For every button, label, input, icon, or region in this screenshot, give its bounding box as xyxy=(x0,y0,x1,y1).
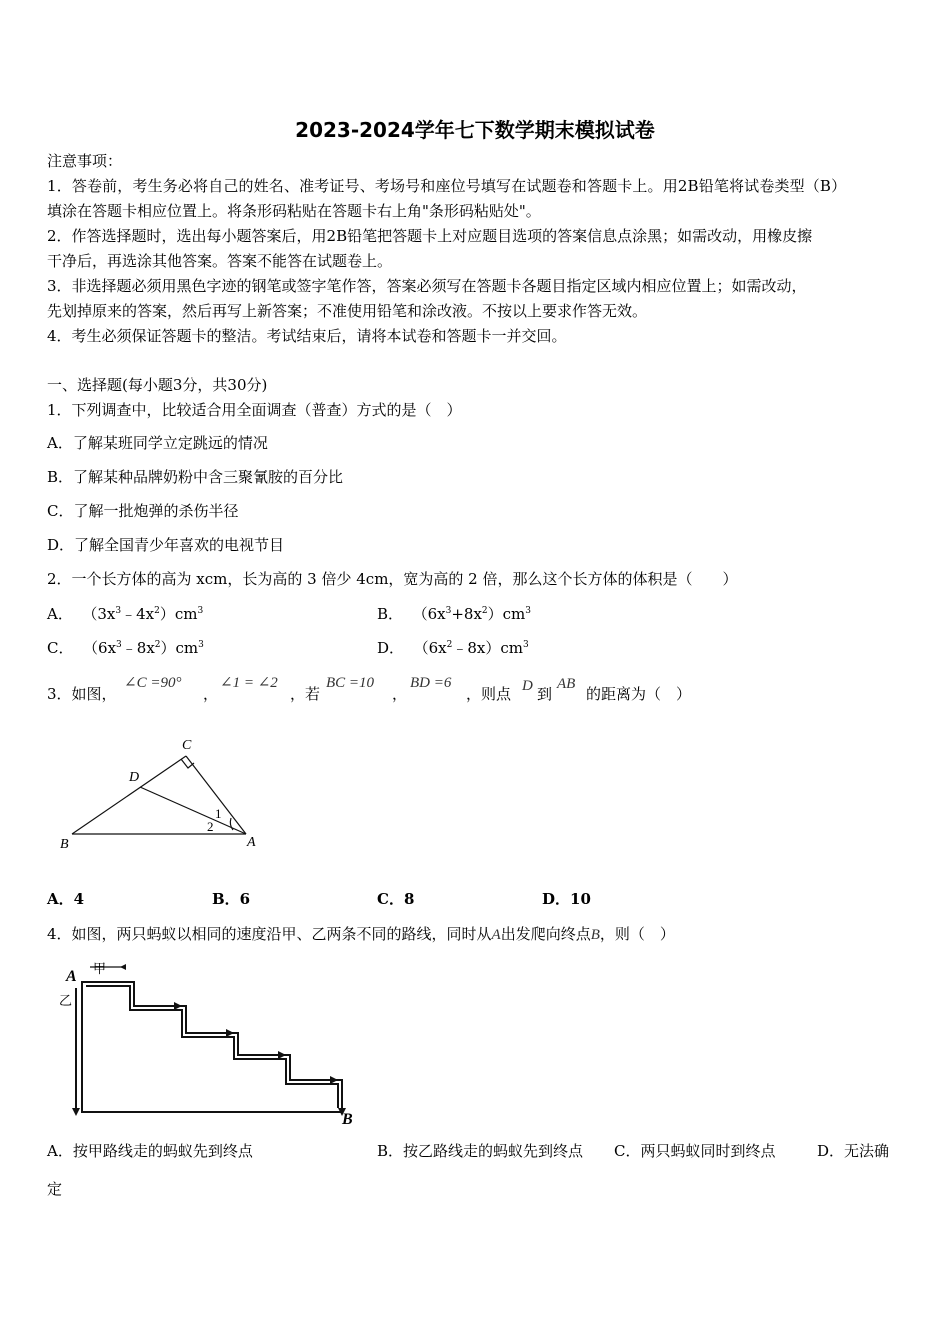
stair-figure xyxy=(56,958,366,1130)
end-point-label: B xyxy=(342,1111,353,1128)
q4-option-d-wrap: 定 xyxy=(47,1180,63,1198)
q4-option-b: B．按乙路线走的蚂蚁先到终点 xyxy=(377,1142,584,1160)
section-heading: 一、选择题(每小题3分，共30分) xyxy=(47,376,268,394)
route-jia-label: 甲 xyxy=(93,961,107,976)
q1-option-c: C．了解一批炮弹的杀伤半径 xyxy=(47,502,239,520)
route-yi-label: 乙 xyxy=(59,993,73,1008)
notice-line: 填涂在答题卡相应位置上。将条形码粘贴在答题卡右上角"条形码粘贴处"。 xyxy=(47,202,541,220)
q3-separator: ， xyxy=(203,685,219,703)
notice-line: 干净后，再选涂其他答案。答案不能答在试题卷上。 xyxy=(47,252,393,270)
q3-bc: BC =10 xyxy=(326,675,375,691)
vertex-d-label: D xyxy=(129,770,140,785)
q3-dao: 到 xyxy=(537,685,553,703)
q4-option-d: D．无法确 xyxy=(817,1142,890,1160)
notice-line: 3．非选择题必须用黑色字迹的钢笔或签字笔作答，答案必须写在答题卡各题目指定区域内相应位置上；如需改动， xyxy=(47,277,807,295)
vertex-c-label: C xyxy=(182,738,192,753)
q1-stem: 1．下列调查中，比较适合用全面调查（普查）方式的是（ ） xyxy=(47,401,462,419)
notice-line: 先划掉原来的答案，然后再写上新答案；不准使用铅笔和涂改液。不按以上要求作答无效。 xyxy=(47,302,648,320)
vertex-a-label: A xyxy=(247,835,256,850)
q4-option-c: C．两只蚂蚁同时到终点 xyxy=(614,1142,776,1160)
q3-line-ab: AB xyxy=(557,676,576,692)
q3-angle-equal: ∠1 = ∠2 xyxy=(220,675,278,691)
q2-option-a: A． $(3x^3﹣4x^2)cm^3$ xyxy=(47,605,204,623)
q2-stem: 2．一个长方体的高为 xcm，长为高的 3 倍少 4cm，宽为高的 2 倍，那么这个长方体的体积是（ ） xyxy=(47,570,738,588)
q4-stem: 4．如图，两只蚂蚁以相同的速度沿甲、乙两条不同的路线，同时从A出发爬向终点B，则（ ） xyxy=(47,925,675,943)
q4-option-a: A．按甲路线走的蚂蚁先到终点 xyxy=(47,1142,253,1160)
q2-option-b: B． $(6x^3+8x^2)cm^3$ xyxy=(377,605,531,623)
q3-angle-c: ∠C =90° xyxy=(124,675,182,691)
q3-option-a: A．4 xyxy=(47,890,85,908)
q2-option-d: D． $(6x^2﹣8x)cm^3$ xyxy=(377,639,529,657)
q3-bd: BD =6 xyxy=(410,675,452,691)
q1-option-b: B．了解某种品牌奶粉中含三聚氰胺的百分比 xyxy=(47,468,344,486)
q3-option-b: B．6 xyxy=(212,890,251,908)
q3-option-d: D．10 xyxy=(542,890,591,908)
q2-option-c: C． $(6x^3﹣8x^2)cm^3$ xyxy=(47,639,204,657)
angle-2-label: 2 xyxy=(207,819,214,834)
notice-line: 4．考生必须保证答题卡的整洁。考试结束后，请将本试卷和答题卡一并交回。 xyxy=(47,327,567,345)
notice-heading: 注意事项： xyxy=(47,152,123,170)
q3-suffix: 的距离为（ ） xyxy=(586,685,692,703)
q3-ruo: ，若 xyxy=(290,685,321,703)
angle-1-label: 1 xyxy=(215,806,222,821)
page-title: 2023-2024学年七下数学期末模拟试卷 xyxy=(295,118,655,142)
notice-line: 1．答卷前，考生务必将自己的姓名、准考证号、考场号和座位号填写在试题卷和答题卡上。用2B铅笔将试卷类型（B） xyxy=(47,177,847,195)
q3-prefix: 3．如图， xyxy=(47,685,117,703)
start-point-label: A xyxy=(66,968,77,985)
q3-option-c: C．8 xyxy=(377,890,415,908)
notice-line: 2．作答选择题时，选出每小题答案后，用2B铅笔把答题卡上对应题目选项的答案信息点涂黑；如需改动，用橡皮擦 xyxy=(47,227,813,245)
q3-separator: ， xyxy=(392,685,408,703)
q1-option-a: A．了解某班同学立定跳远的情况 xyxy=(47,434,268,452)
vertex-b-label: B xyxy=(60,837,69,852)
q3-then: ，则点 xyxy=(466,685,512,703)
triangle-figure xyxy=(50,732,270,854)
q1-option-d: D．了解全国青少年喜欢的电视节目 xyxy=(47,536,285,554)
q3-point-d: D xyxy=(522,678,533,694)
